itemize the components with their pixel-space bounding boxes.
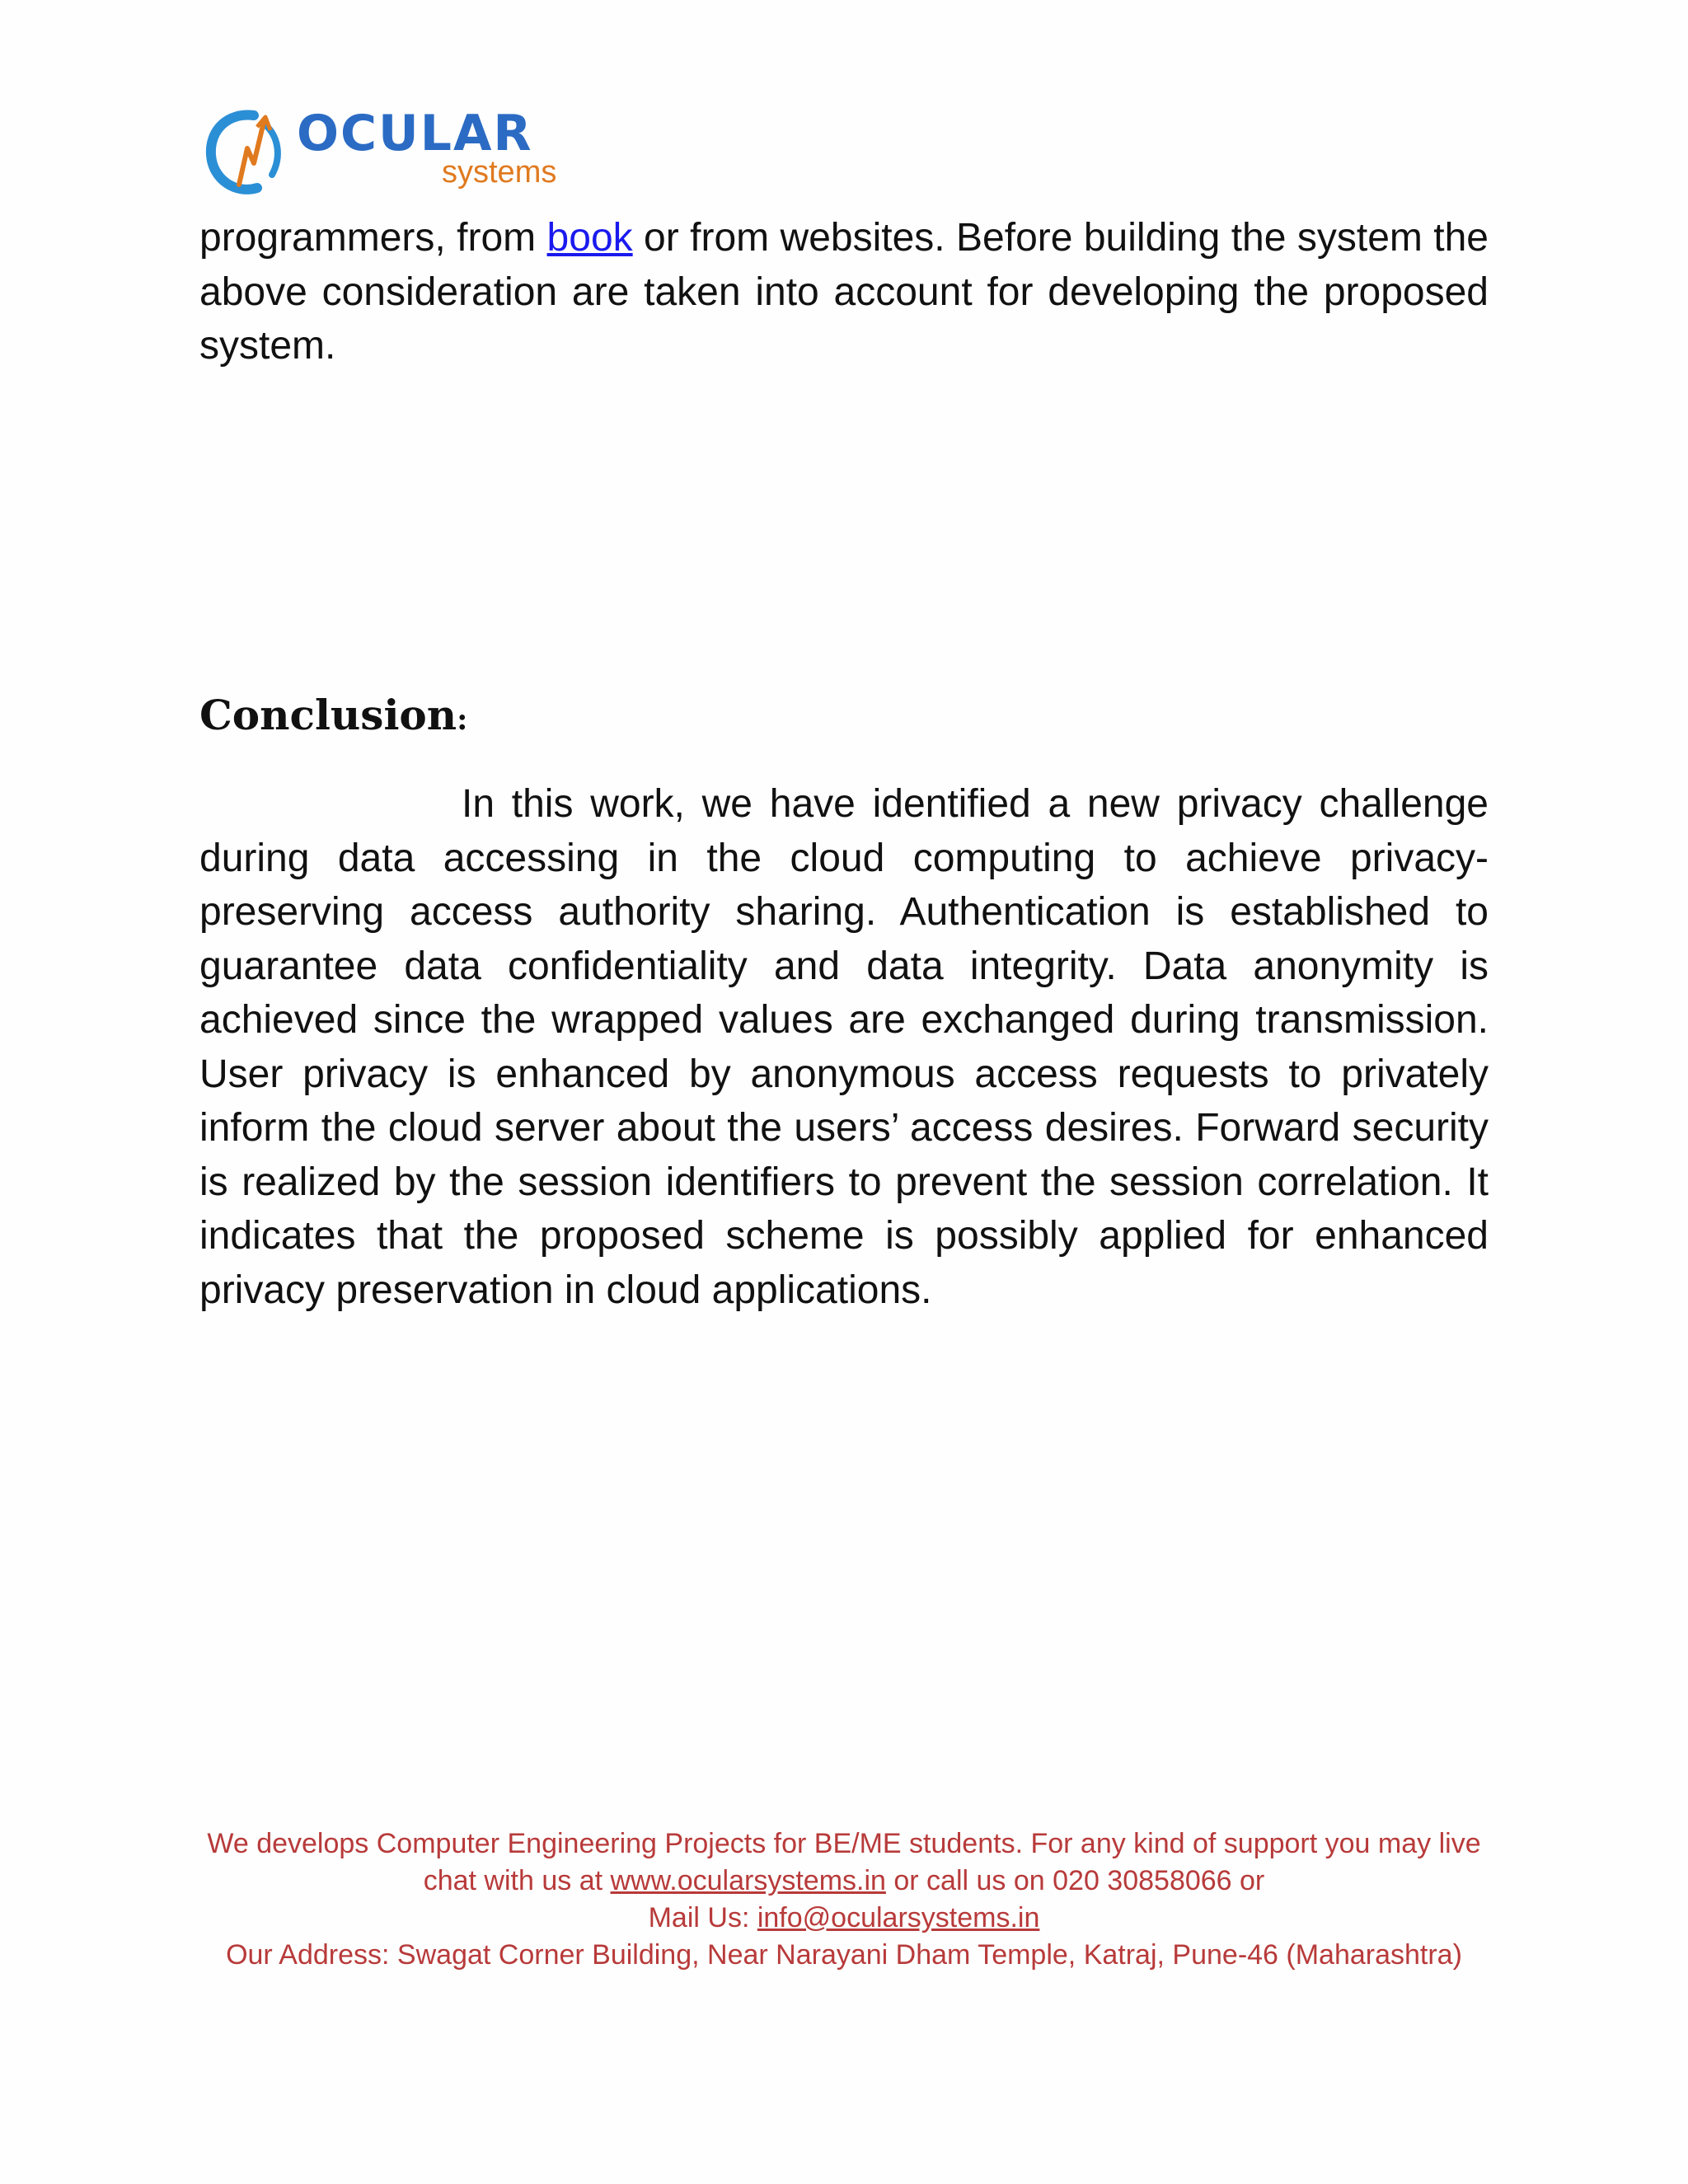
footer-chat-text: chat with us at <box>423 1865 611 1896</box>
footer-call-text: or call us on 020 30858066 or <box>885 1865 1265 1896</box>
footer-line-3 <box>132 1900 1556 1937</box>
logo-wordmark: OCULAR <box>297 105 533 162</box>
footer-line-2 <box>132 1863 1556 1900</box>
footer-address: Our Address: Swagat Corner Building, Near Narayani Dham Temple, Katraj, Pune-46 (Maharashtra) <box>226 1939 1462 1971</box>
intro-text-end: or from websites. Before building the system the above consideration are taken into account for developing the proposed system. <box>199 216 1489 368</box>
company-logo <box>203 105 557 200</box>
logo-swirl-icon <box>203 105 293 200</box>
footer-mail-label: Mail Us: <box>648 1902 757 1933</box>
book-link[interactable]: book <box>546 216 633 260</box>
page-footer <box>132 1825 1556 1974</box>
conclusion-heading <box>199 689 467 746</box>
conclusion-paragraph: In this work, we have identified a new privacy challenge during data accessing in the cloud computing to achieve privacy-preserving access authority sharing. Authentication is established to guarantee data confidentiality and data integrity. Data anonymity is achieved since the wrapped values are exchanged during transmission. User privacy is enhanced by anonymous access requests to privately inform the cloud server about the users’ access desires. Forward security is realized by the session identifiers to prevent the session correlation. It indicates that the proposed scheme is possibly applied for enhanced privacy preservation in cloud applications. <box>199 782 1489 1312</box>
footer-email-link[interactable]: info@ocularsystems.in <box>757 1902 1040 1933</box>
conclusion-heading-colon: : <box>457 702 468 737</box>
conclusion-heading-text: Conclusion <box>199 691 457 739</box>
footer-line-1: We develops Computer Engineering Projects for BE/ME students. For any kind of support you may live <box>207 1828 1481 1859</box>
footer-website-link[interactable]: www.ocularsystems.in <box>610 1865 886 1896</box>
intro-text-start: programmers, from <box>199 216 547 260</box>
intro-paragraph <box>199 211 1489 373</box>
logo-subtitle: systems <box>442 155 557 190</box>
